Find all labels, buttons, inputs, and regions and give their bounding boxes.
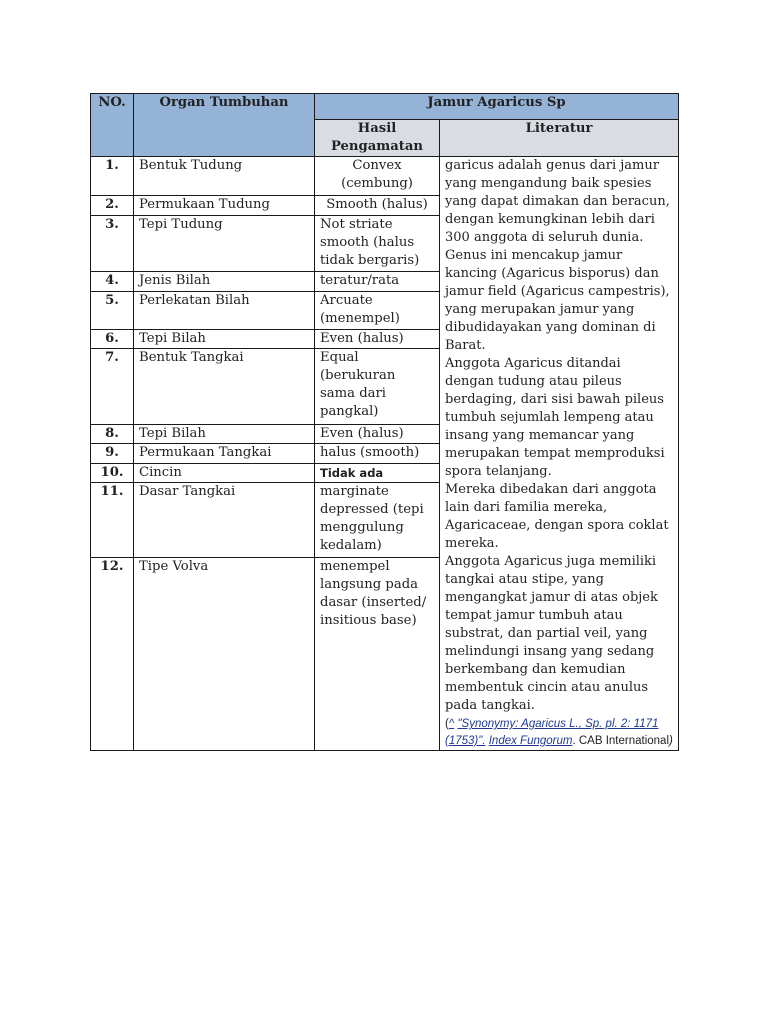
row-number: 5. [91, 291, 134, 329]
literature-reference [445, 716, 673, 750]
header-hasil: Hasil Pengamatan [315, 120, 440, 157]
row-number: 1. [91, 157, 134, 196]
literature-cell [440, 157, 679, 751]
ref-caret-link[interactable]: ^ [448, 718, 455, 730]
row-number: 12. [91, 558, 134, 751]
row-number: 9. [91, 444, 134, 464]
observation-result: Smooth (halus) [315, 196, 440, 216]
organ-name: Perlekatan Bilah [134, 291, 315, 329]
organ-name: Tepi Tudung [134, 215, 315, 272]
observation-table [90, 93, 679, 751]
organ-name: Permukaan Tangkai [134, 444, 315, 464]
organ-name: Tepi Bilah [134, 329, 315, 349]
ref-open: ( [445, 718, 449, 730]
organ-name: Tipe Volva [134, 558, 315, 751]
observation-result: marginate depressed (tepi menggulung kedalam) [315, 483, 440, 558]
row-number: 10. [91, 463, 134, 483]
row-number: 2. [91, 196, 134, 216]
table-row [91, 157, 679, 196]
row-number: 8. [91, 424, 134, 444]
organ-name: Bentuk Tangkai [134, 349, 315, 424]
observation-result: Even (halus) [315, 424, 440, 444]
header-group: Jamur Agaricus Sp [315, 94, 679, 120]
ref-synonymy-link[interactable]: "Synonymy: Agaricus L., Sp. pl. 2: 1171 (1753)". [445, 718, 659, 747]
ref-index-fungorum-link[interactable]: Index Fungorum [488, 735, 573, 747]
literature-paragraph: garicus adalah genus dari jamur yang mengandung baik spesies yang dapat dimakan dan beracun, dengan kemungkinan lebih dari 300 anggota di seluruh dunia. Genus ini mencakup jamur kancing (Agaricus bisporus) dan jamur field (Agaricus campestris), yang merupakan jamur yang dibudidayakan yang dominan di Barat. [445, 158, 670, 353]
observation-result: Arcuate (menempel) [315, 291, 440, 329]
organ-name: Bentuk Tudung [134, 157, 315, 196]
organ-name: Permukaan Tudung [134, 196, 315, 216]
observation-result: Tidak ada [315, 463, 440, 483]
organ-name: Jenis Bilah [134, 272, 315, 292]
header-literatur: Literatur [440, 120, 679, 157]
organ-name: Cincin [134, 463, 315, 483]
observation-result: Even (halus) [315, 329, 440, 349]
header-no: NO. [91, 94, 134, 157]
row-number: 4. [91, 272, 134, 292]
row-number: 6. [91, 329, 134, 349]
observation-result: halus (smooth) [315, 444, 440, 464]
ref-close: ) [669, 735, 673, 747]
header-organ: Organ Tumbuhan [134, 94, 315, 157]
ref-tail: . CAB International [572, 735, 670, 747]
observation-result: Not striate smooth (halus tidak bergaris) [315, 215, 440, 272]
organ-name: Dasar Tangkai [134, 483, 315, 558]
observation-result: menempel langsung pada dasar (inserted/ insitious base) [315, 558, 440, 751]
observation-result: Equal (berukuran sama dari pangkal) [315, 349, 440, 424]
observation-result: Convex (cembung) [315, 157, 440, 196]
literature-paragraph: Mereka dibedakan dari anggota lain dari familia mereka, Agaricaceae, dengan spora coklat mereka. [445, 482, 669, 551]
row-number: 3. [91, 215, 134, 272]
literature-paragraph: Anggota Agaricus ditandai dengan tudung atau pileus berdaging, dari sisi bawah pileus tumbuh sejumlah lempeng atau insang yang memancar yang merupakan tempat memproduksi spora telanjang. [445, 356, 665, 479]
literature-paragraph: Anggota Agaricus juga memiliki tangkai atau stipe, yang mengangkat jamur di atas objek tempat jamur tumbuh atau substrat, dan partial veil, yang melindungi insang yang sedang berkembang dan kemudian membentuk cincin atau anulus pada tangkai. [445, 554, 658, 713]
row-number: 11. [91, 483, 134, 558]
row-number: 7. [91, 349, 134, 424]
observation-result: teratur/rata [315, 272, 440, 292]
organ-name: Tepi Bilah [134, 424, 315, 444]
